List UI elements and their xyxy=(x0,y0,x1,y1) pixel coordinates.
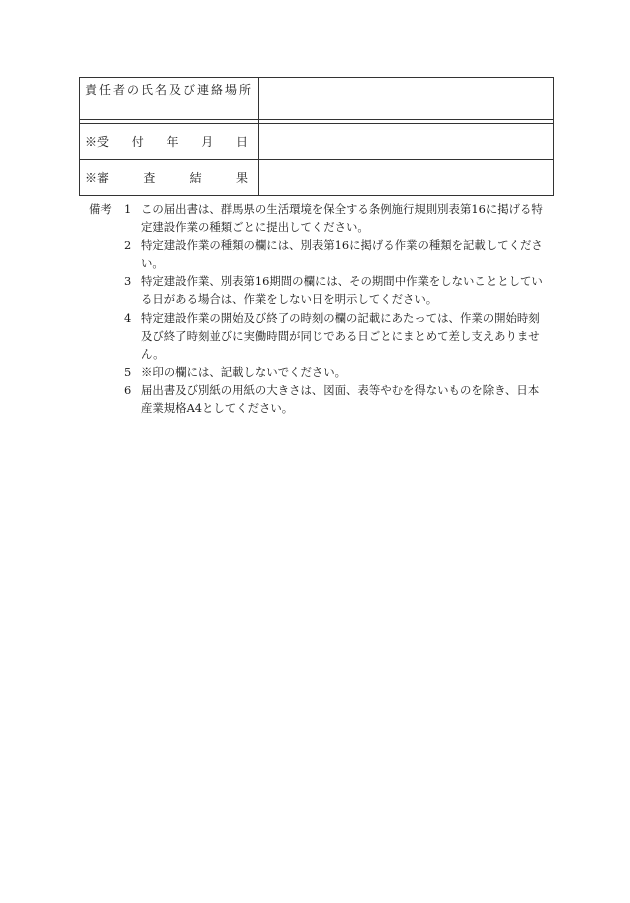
remarks-item-number: 5 xyxy=(124,364,132,379)
receipt-label-cell xyxy=(80,124,259,160)
remarks-item xyxy=(124,381,549,417)
remarks-item-text: 特定建設作業、別表第16期間の欄には、その期間中作業をしないこととしている日がある場合は、作業をしない日を明示してください。 xyxy=(141,274,543,307)
review-label-char: ※審 xyxy=(85,171,110,185)
receipt-label-char: 付 xyxy=(131,135,144,149)
receipt-label xyxy=(85,133,248,150)
review-result-row xyxy=(80,160,554,196)
remarks-item-number: 6 xyxy=(124,382,132,397)
remarks-item-number: 2 xyxy=(124,238,132,253)
remarks-item xyxy=(124,272,549,308)
receipt-label-char: 日 xyxy=(235,135,248,149)
receipt-date-row xyxy=(80,124,554,160)
remarks-item-text: 届出書及び別紙の用紙の大きさは、図面、表等やむを得ないものを除き、日本産業規格A4としてください。 xyxy=(141,382,540,416)
remarks-item-number: 3 xyxy=(124,274,132,289)
review-result-value-field[interactable] xyxy=(259,160,554,196)
remarks-item-text: 特定建設作業の種類の欄には、別表第16に掲げる作業の種類を記載してください。 xyxy=(141,238,543,271)
remarks-item xyxy=(124,363,549,381)
remarks-item-number: 1 xyxy=(124,202,132,216)
remarks-list xyxy=(124,200,549,417)
review-label xyxy=(85,169,248,186)
contact-value-field[interactable] xyxy=(259,78,554,120)
remarks-item-text: ※印の欄には、記載しないでください。 xyxy=(141,364,347,379)
remarks-item xyxy=(124,236,549,272)
receipt-date-value-field[interactable] xyxy=(259,124,554,160)
contact-label: 責任者の氏名及び連絡場所 xyxy=(85,83,254,97)
remarks-item-text: 特定建設作業の開始及び終了の時刻の欄の記載にあたっては、作業の開始時刻及び終了時刻並びに実働時間が同じである日ごとにまとめて差し支えありません。 xyxy=(141,310,540,361)
review-label-cell xyxy=(80,160,259,196)
review-label-char: 結 xyxy=(189,171,202,185)
remarks-item-number: 4 xyxy=(124,310,132,325)
contact-row xyxy=(80,78,554,120)
remarks-item xyxy=(124,200,549,236)
receipt-label-char: 月 xyxy=(201,135,214,149)
remarks-item-text: この届出書は、群馬県の生活環境を保全する条例施行規則別表第16に掲げる特定建設作業の種類ごとに提出してください。 xyxy=(141,202,543,235)
review-label-char: 査 xyxy=(143,171,156,185)
form-table xyxy=(79,77,554,196)
receipt-label-char: ※受 xyxy=(85,135,110,149)
remarks-item xyxy=(124,309,549,363)
remarks-heading: 備考 xyxy=(89,202,112,216)
review-label-char: 果 xyxy=(235,171,248,185)
receipt-label-char: 年 xyxy=(166,135,179,149)
contact-label-cell xyxy=(80,78,259,120)
